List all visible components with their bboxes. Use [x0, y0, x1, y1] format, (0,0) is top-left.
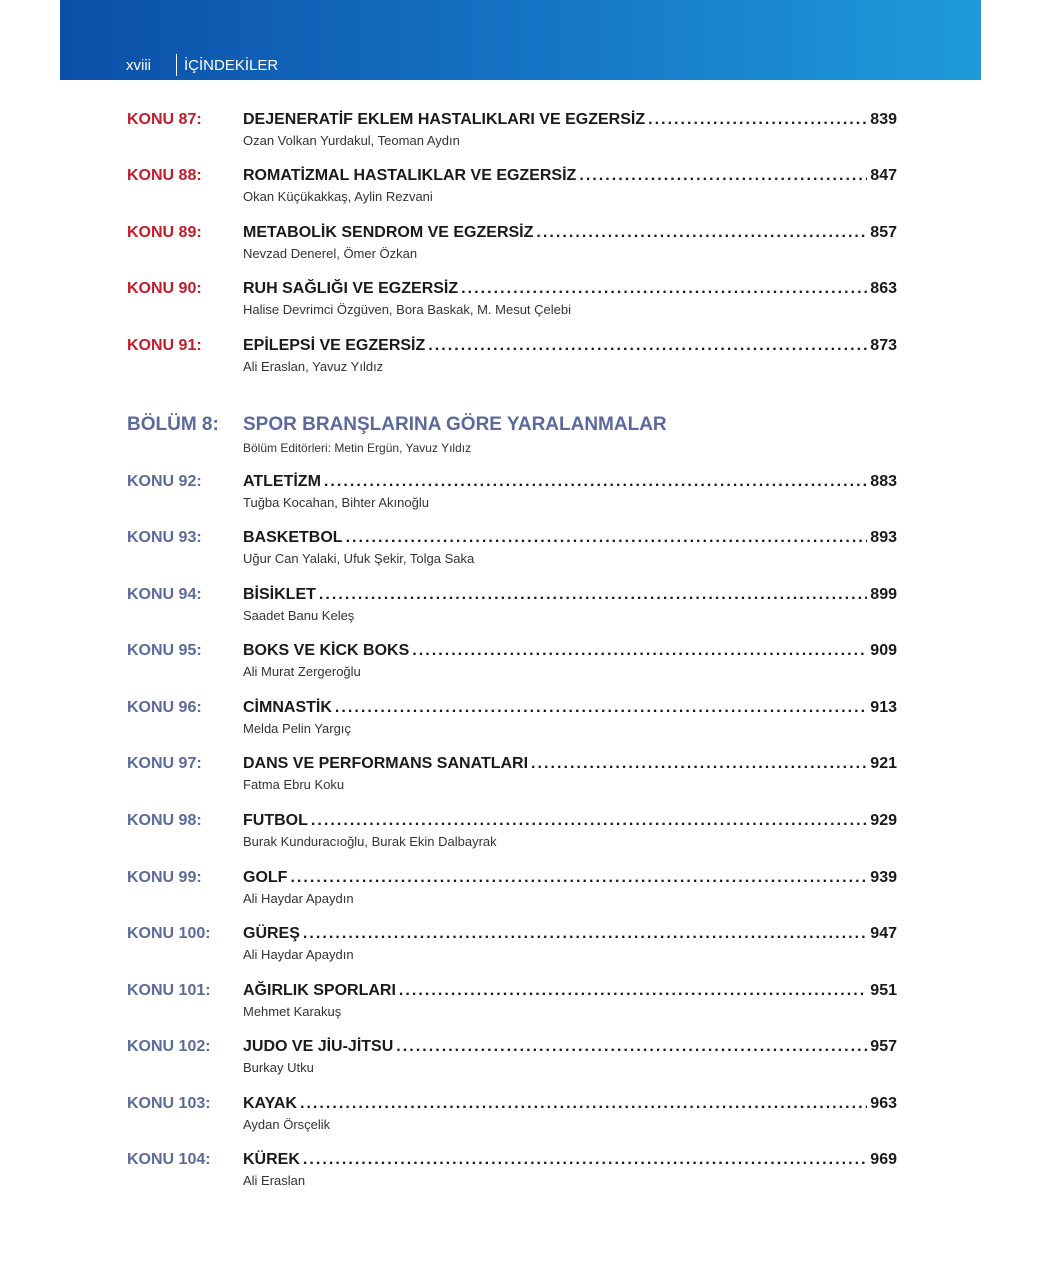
dot-leader: [311, 811, 867, 831]
entry-page: 863: [870, 280, 897, 297]
toc-entry[interactable]: [127, 110, 897, 158]
entry-title: EPİLEPSİ VE EGZERSİZ: [243, 337, 426, 354]
entry-page: 913: [870, 699, 897, 716]
entry-page: 929: [870, 812, 897, 829]
dot-leader: [319, 585, 867, 605]
entry-label: KONU 99:: [127, 869, 202, 886]
entry-page: 873: [870, 337, 897, 354]
dot-leader: [290, 868, 867, 888]
entry-page: 947: [870, 925, 897, 942]
entry-authors: Ali Eraslan: [243, 1173, 306, 1188]
entry-authors: Halise Devrimci Özgüven, Bora Baskak, M. Mesut Çelebi: [243, 302, 572, 317]
entry-authors: Nevzad Denerel, Ömer Özkan: [243, 246, 418, 261]
entry-title: BASKETBOL: [243, 529, 343, 546]
entry-page: 957: [870, 1038, 897, 1055]
entry-page: 899: [870, 586, 897, 603]
toc-entry[interactable]: [127, 166, 897, 214]
dot-leader: [300, 1094, 867, 1114]
page-header: [60, 0, 981, 80]
section-label: BÖLÜM 8:: [127, 414, 219, 435]
toc-entry[interactable]: [127, 1094, 897, 1142]
toc-entry[interactable]: [127, 279, 897, 327]
toc-entry[interactable]: [127, 754, 897, 802]
entry-label: KONU 96:: [127, 699, 202, 716]
entry-label: KONU 87:: [127, 111, 202, 128]
toc-entry[interactable]: [127, 698, 897, 746]
entry-authors: Saadet Banu Keleş: [243, 608, 355, 623]
entry-authors: Melda Pelin Yargıç: [243, 721, 351, 736]
entry-title: AĞIRLIK SPORLARI: [243, 982, 396, 999]
entry-title: JUDO VE JİU-JİTSU: [243, 1038, 394, 1055]
dot-leader: [303, 924, 867, 944]
entry-page: 883: [870, 473, 897, 490]
header-title: İÇİNDEKİLER: [184, 57, 279, 74]
toc-entry[interactable]: [127, 641, 897, 689]
entry-title: RUH SAĞLIĞI VE EGZERSİZ: [243, 280, 459, 297]
entry-page: 847: [870, 167, 897, 184]
entry-page: 939: [870, 869, 897, 886]
dot-leader: [536, 223, 867, 243]
entry-label: KONU 101:: [127, 982, 211, 999]
entry-page: 921: [870, 755, 897, 772]
entry-label: KONU 92:: [127, 473, 202, 490]
entry-label: KONU 103:: [127, 1095, 211, 1112]
entry-page: 963: [870, 1095, 897, 1112]
section-heading[interactable]: [127, 414, 897, 460]
entry-title: FUTBOL: [243, 812, 308, 829]
entry-label: KONU 102:: [127, 1038, 211, 1055]
entry-title: BOKS VE KİCK BOKS: [243, 642, 410, 659]
entry-label: KONU 91:: [127, 337, 202, 354]
dot-leader: [412, 641, 867, 661]
entry-title: ROMATİZMAL HASTALIKLAR VE EGZERSİZ: [243, 167, 577, 184]
entry-label: KONU 98:: [127, 812, 202, 829]
entry-page: 839: [870, 111, 897, 128]
dot-leader: [461, 279, 867, 299]
page-number: xviii: [126, 57, 151, 74]
entry-page: 951: [870, 982, 897, 999]
entry-label: KONU 90:: [127, 280, 202, 297]
entry-page: 893: [870, 529, 897, 546]
section-title: SPOR BRANŞLARINA GÖRE YARALANMALAR: [243, 414, 667, 435]
entry-authors: Ozan Volkan Yurdakul, Teoman Aydın: [243, 133, 460, 148]
entry-authors: Ali Eraslan, Yavuz Yıldız: [243, 359, 384, 374]
dot-leader: [579, 166, 867, 186]
entry-authors: Burak Kunduracıoğlu, Burak Ekin Dalbayrak: [243, 834, 497, 849]
entry-label: KONU 95:: [127, 642, 202, 659]
entry-label: KONU 97:: [127, 755, 202, 772]
entry-title: GOLF: [243, 869, 288, 886]
dot-leader: [346, 528, 868, 548]
entry-title: DEJENERATİF EKLEM HASTALIKLARI VE EGZERSİZ: [243, 111, 646, 128]
header-divider: [176, 54, 177, 76]
entry-title: KAYAK: [243, 1095, 297, 1112]
entry-authors: Uğur Can Yalaki, Ufuk Şekir, Tolga Saka: [243, 551, 475, 566]
entry-authors: Ali Haydar Apaydın: [243, 947, 354, 962]
toc-entry[interactable]: [127, 981, 897, 1029]
entry-label: KONU 93:: [127, 529, 202, 546]
entry-page: 857: [870, 224, 897, 241]
toc-entry[interactable]: [127, 472, 897, 520]
entry-authors: Okan Küçükakkaş, Aylin Rezvani: [243, 189, 433, 204]
entry-authors: Fatma Ebru Koku: [243, 777, 345, 792]
entry-authors: Tuğba Kocahan, Bihter Akınoğlu: [243, 495, 429, 510]
entry-title: KÜREK: [243, 1151, 300, 1168]
dot-leader: [335, 698, 867, 718]
entry-page: 969: [870, 1151, 897, 1168]
entry-authors: Ali Murat Zergeroğlu: [243, 664, 361, 679]
toc-entry[interactable]: [127, 223, 897, 271]
dot-leader: [396, 1037, 867, 1057]
entry-title: DANS VE PERFORMANS SANATLARI: [243, 755, 529, 772]
entry-title: METABOLİK SENDROM VE EGZERSİZ: [243, 224, 534, 241]
entry-authors: Ali Haydar Apaydın: [243, 891, 354, 906]
toc-entry[interactable]: [127, 868, 897, 916]
toc-entry[interactable]: [127, 811, 897, 859]
entry-authors: Burkay Utku: [243, 1060, 314, 1075]
dot-leader: [531, 754, 867, 774]
entry-authors: Mehmet Karakuş: [243, 1004, 342, 1019]
entry-label: KONU 104:: [127, 1151, 211, 1168]
dot-leader: [399, 981, 867, 1001]
entry-label: KONU 88:: [127, 167, 202, 184]
toc-entry[interactable]: [127, 585, 897, 633]
toc-entry[interactable]: [127, 924, 897, 972]
dot-leader: [428, 336, 867, 356]
dot-leader: [303, 1150, 867, 1170]
entry-page: 909: [870, 642, 897, 659]
toc-entry[interactable]: [127, 1150, 897, 1198]
dot-leader: [648, 110, 867, 130]
toc-entry[interactable]: [127, 528, 897, 576]
entry-title: ATLETİZM: [243, 473, 321, 490]
entry-label: KONU 100:: [127, 925, 211, 942]
toc-entry[interactable]: [127, 336, 897, 384]
entry-title: CİMNASTİK: [243, 699, 332, 716]
toc-entry[interactable]: [127, 1037, 897, 1085]
entry-label: KONU 94:: [127, 586, 202, 603]
entry-label: KONU 89:: [127, 224, 202, 241]
entry-title: BİSİKLET: [243, 586, 316, 603]
dot-leader: [324, 472, 867, 492]
entry-authors: Aydan Örsçelik: [243, 1117, 331, 1132]
section-editors: Bölüm Editörleri: Metin Ergün, Yavuz Yıldız: [243, 441, 472, 455]
entry-title: GÜREŞ: [243, 925, 300, 942]
